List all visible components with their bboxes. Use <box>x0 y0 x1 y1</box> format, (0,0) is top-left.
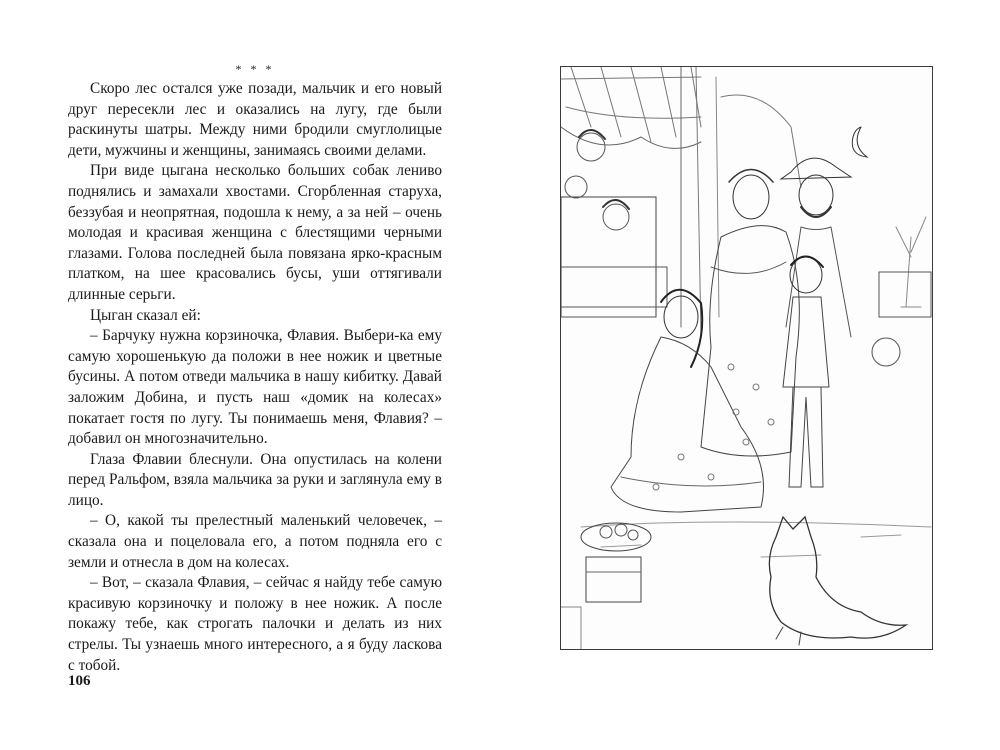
man-head <box>799 175 833 215</box>
paragraph-1: Скоро лес остался уже позади, мальчик и его новый друг пересекли лес и оказались на лугу, где были раскинуты шатры. Между ними бродили смуглолицые дети, мужчины и женщины, занимаясь своими делами. <box>68 80 442 159</box>
tree-sketch <box>896 217 926 307</box>
section-separator: * * * <box>235 62 275 76</box>
man-body <box>786 227 851 337</box>
page-number: 106 <box>68 673 91 689</box>
crate-sketch <box>586 557 641 602</box>
illustration-sketch <box>561 67 933 650</box>
moon-sketch <box>852 127 867 157</box>
paragraph-4: – Барчуку нужна корзиночка, Флавия. Выбери-ка ему самую хорошенькую да положи в нее ножик и цветные бусины. А потом отведи мальчика в нашу кибитку. Давай заложим Добина, и пусть наш «домик на колесах» покатает гостя по лугу. Ты понимаешь меня, Флавия? – добавил он многозначительно. <box>68 327 442 448</box>
child-face-3 <box>603 204 629 230</box>
man-hat <box>781 158 851 179</box>
distant-wagon-sketch <box>879 272 931 317</box>
dog-sketch <box>769 517 906 638</box>
text-block <box>68 62 442 676</box>
old-woman-head <box>733 175 769 219</box>
paragraph-3: Цыган сказал ей: <box>90 306 201 324</box>
right-page <box>500 0 1000 750</box>
paragraph-7: – Вот, – сказала Флавия, – сейчас я найду тебе самую красивую корзиночку и положу в нее ножик. А после покажу тебе, как строгать палочки и делать из них стрелы. Ты узнаешь много интересного, а я буду ласкова с тобой. <box>68 574 442 674</box>
child-face-2 <box>565 176 587 198</box>
child-face-1 <box>577 133 605 161</box>
paragraph-5: Глаза Флавии блеснули. Она опустилась на колени перед Ральфом, взяла мальчика за руки и заглянула ему в лицо. <box>68 450 442 509</box>
canopy-sketch <box>561 67 701 142</box>
paragraph-6: – О, какой ты прелестный маленький человечек, – сказала она и поцеловала его, а потом подняла его с земли и отнесла в дом на колесах. <box>68 512 442 571</box>
paragraph-2: При виде цыгана несколько больших собак лениво поднялись и замахали хвостами. Сгорбленная старуха, беззубая и неопрятная, подошла к нему, а за ней – очень молодая и красивая женщина с блестящими черными глазами. Голова последней была повязана ярко-красным платком, на шее красовались бусы, уши оттягивали длинные серьги. <box>68 162 442 303</box>
old-woman-body <box>701 226 799 456</box>
window-frame-sketch <box>561 197 656 317</box>
boy-body <box>783 297 829 387</box>
illustration <box>560 66 933 650</box>
